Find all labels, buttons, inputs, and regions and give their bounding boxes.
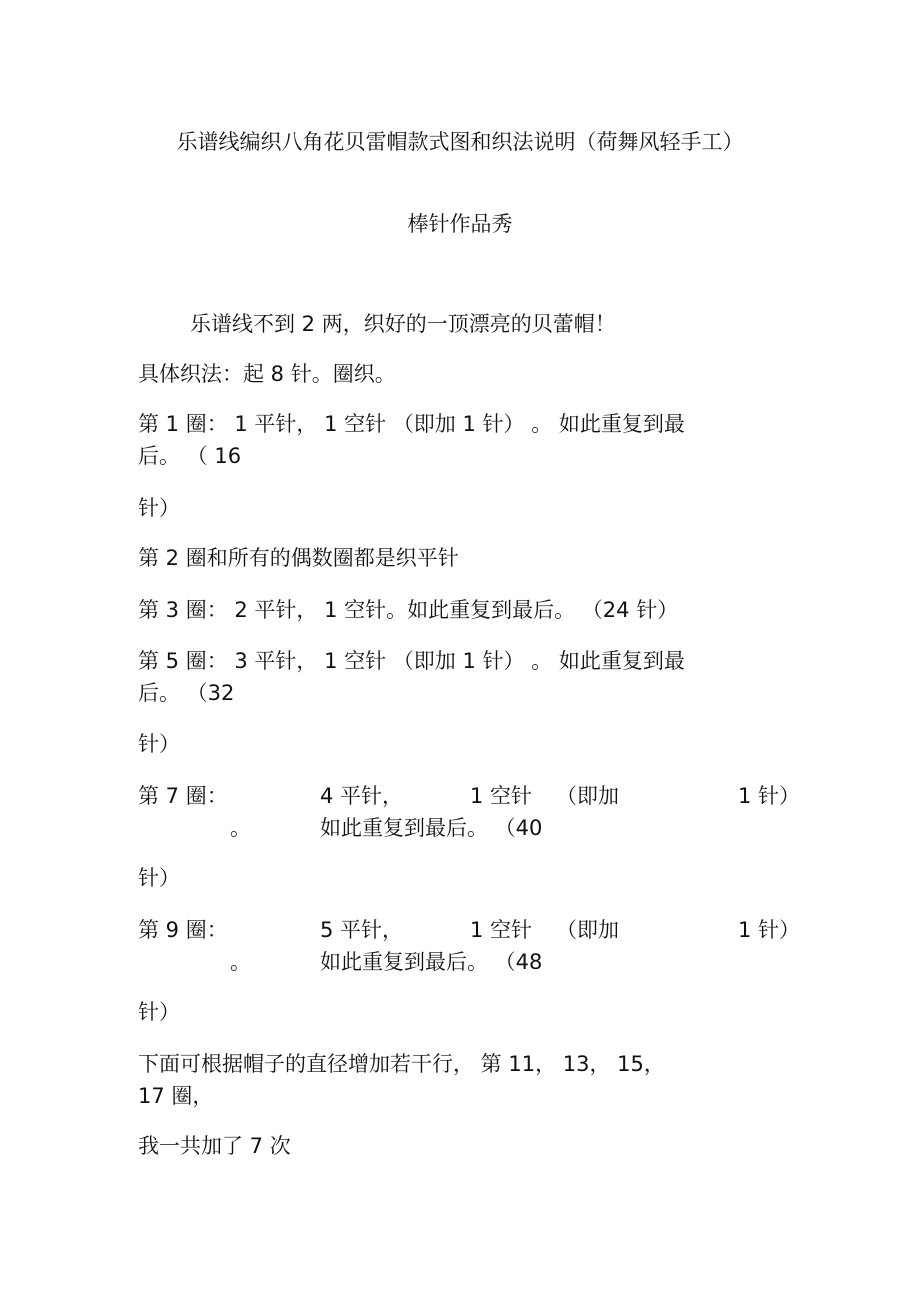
document-title: 乐谱线编织八角花贝雷帽款式图和织法说明（荷舞风轻手工） [176,130,744,154]
round-7-stitch-unit: 针） [138,866,180,890]
round-5-line-3: 针） [138,732,180,756]
round-2-paragraph: 第 2 圈和所有的偶数圈都是织平针 [138,546,459,570]
round-5-line-1: 第 5 圈： 3 平针， 1 空针 （即加 1 针） 。 如此重复到最 [138,649,685,673]
round-3-paragraph: 第 3 圈： 2 平针， 1 空针。如此重复到最后。 （24 针） [138,598,679,622]
document-subtitle: 棒针作品秀 [407,212,513,236]
intro-paragraph: 乐谱线不到 2 两，织好的一顶漂亮的贝蕾帽！ [190,312,616,336]
round-9-repeat: 如此重复到最后。 （48 [320,950,543,974]
round-9-knit: 5 平针， [320,918,404,942]
round-1-line-1: 第 1 圈： 1 平针， 1 空针 （即加 1 针） 。 如此重复到最 [138,412,685,436]
round-9-stitch-unit: 针） [138,1000,180,1024]
round-7-yarn-over: 1 空针 [470,784,533,808]
round-9-increase-note: （即加 [556,918,619,942]
round-5-line-2: 后。 （32 [138,681,235,705]
round-1-line-2: 后。 （ 16 [138,444,242,468]
round-7-increase-count: 1 针） [738,784,801,808]
cast-on-paragraph: 具体织法：起 8 针。圈织。 [138,362,396,386]
round-7-repeat: 如此重复到最后。 （40 [320,816,543,840]
round-7-label: 第 7 圈： [138,784,228,808]
round-1-line-3: 针） [138,496,180,520]
round-9-period: 。 [230,950,251,974]
more-rounds-line-2: 17 圈， [138,1084,214,1108]
round-9-yarn-over: 1 空针 [470,918,533,942]
round-9-increase-count: 1 针） [738,918,801,942]
round-7-increase-note: （即加 [556,784,619,808]
round-7-knit: 4 平针， [320,784,404,808]
total-increases-paragraph: 我一共加了 7 次 [138,1134,291,1158]
more-rounds-line-1: 下面可根据帽子的直径增加若干行， 第 11， 13， 15， [138,1052,665,1076]
round-7-period: 。 [230,816,251,840]
round-9-label: 第 9 圈： [138,918,228,942]
